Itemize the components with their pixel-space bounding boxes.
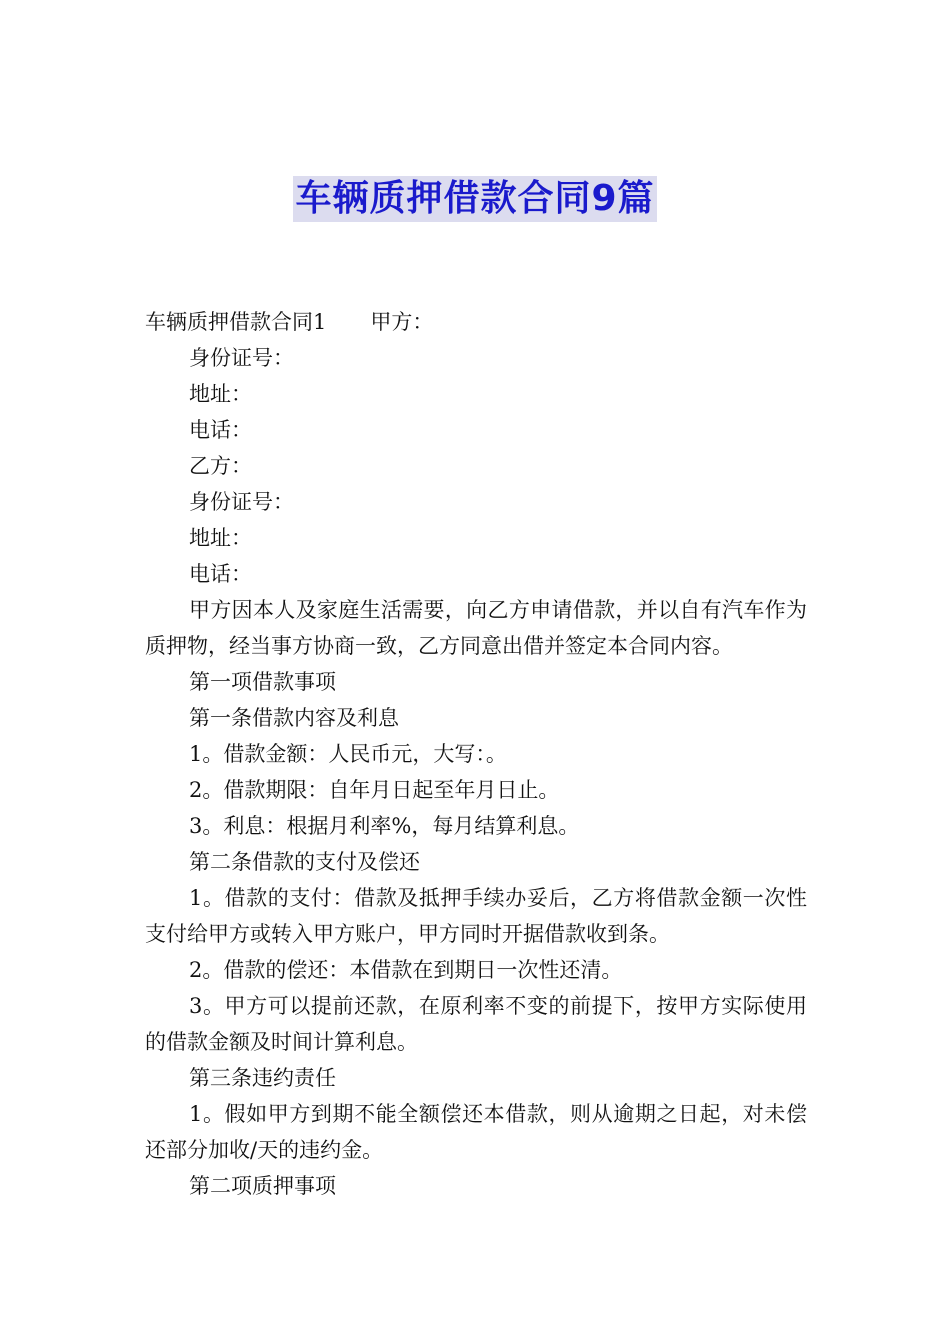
paragraph: 3。利息：根据月利率%，每月结算利息。	[189, 814, 580, 838]
section-heading: 第一项借款事项	[189, 670, 336, 694]
paragraph: 地址：	[189, 526, 252, 550]
party-a-label: 甲方：	[370, 310, 434, 334]
paragraph: 身份证号：	[189, 490, 294, 514]
paragraph: 乙方：	[189, 454, 252, 478]
document-title: 车辆质押借款合同9篇	[293, 176, 656, 222]
paragraph: 甲方因本人及家庭生活需要，向乙方申请借款，并以自有汽车作为质押物，经当事方协商一致，乙方同意出借并签定本合同内容。	[145, 598, 807, 658]
paragraph: 地址：	[189, 382, 252, 406]
paragraph: 1。借款金额：人民币元，大写：。	[189, 742, 507, 766]
article-heading: 第三条违约责任	[189, 1066, 336, 1090]
paragraph: 1。借款的支付：借款及抵押手续办妥后，乙方将借款金额一次性支付给甲方或转入甲方账户，甲方同时开据借款收到条。	[145, 886, 807, 946]
paragraph: 电话：	[189, 418, 252, 442]
document-body	[145, 304, 807, 1204]
paragraph: 1。假如甲方到期不能全额偿还本借款，则从逾期之日起，对未偿还部分加收/天的违约金。	[145, 1102, 807, 1162]
paragraph: 3。甲方可以提前还款，在原利率不变的前提下，按甲方实际使用的借款金额及时间计算利息。	[145, 994, 807, 1054]
paragraph: 身份证号：	[189, 346, 294, 370]
title-container	[0, 176, 950, 222]
paragraph: 电话：	[189, 562, 252, 586]
paragraph: 2。借款的偿还：本借款在到期日一次性还清。	[189, 958, 623, 982]
first-line	[145, 304, 807, 340]
article-heading: 第二条借款的支付及偿还	[189, 850, 420, 874]
article-heading: 第一条借款内容及利息	[189, 706, 399, 730]
section-heading: 第二项质押事项	[189, 1174, 336, 1198]
paragraph: 2。借款期限：自年月日起至年月日止。	[189, 778, 560, 802]
contract-heading: 车辆质押借款合同1	[145, 310, 327, 334]
